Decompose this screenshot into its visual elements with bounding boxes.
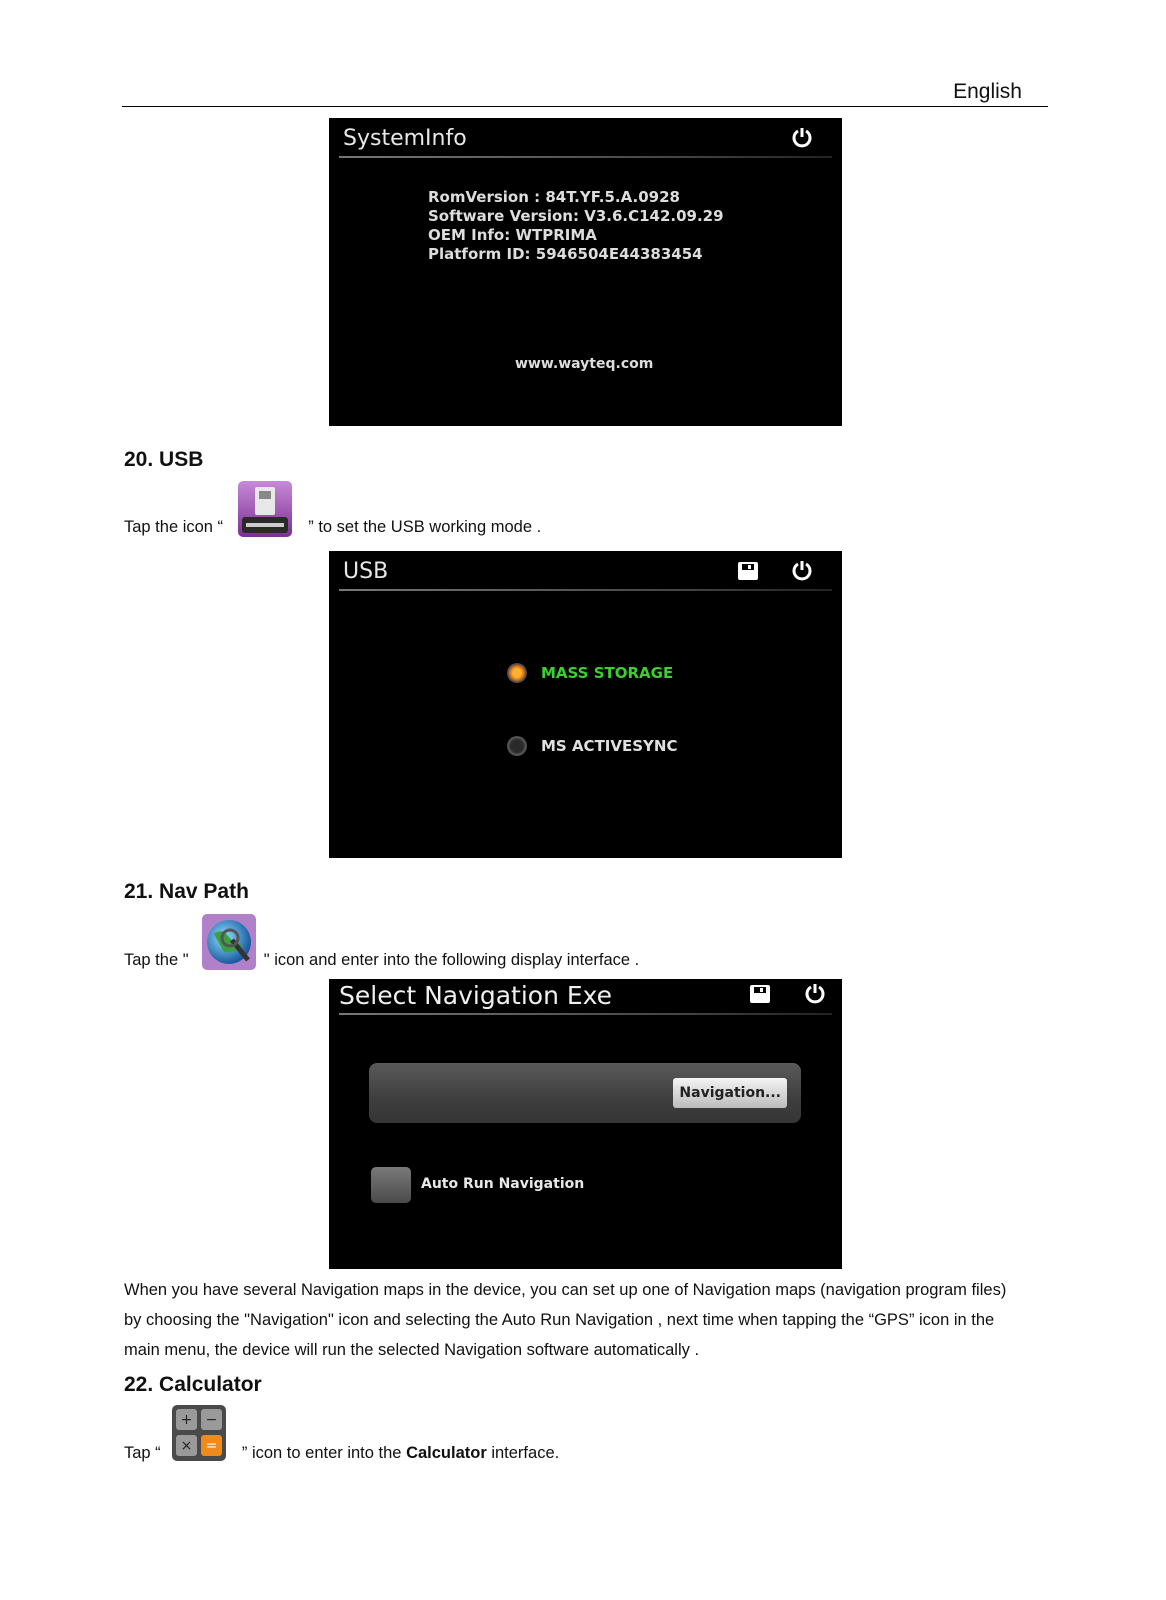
screen-title: USB — [343, 559, 389, 584]
platform-id: Platform ID: 5946504E44383454 — [428, 245, 703, 263]
svg-text:+: + — [180, 1412, 193, 1428]
calc-text-after: interface. — [486, 1444, 560, 1462]
usb-app-icon[interactable] — [238, 481, 292, 537]
nav-select-screen — [329, 979, 842, 1269]
title-divider — [339, 1013, 832, 1015]
mass-storage-radio[interactable] — [507, 663, 527, 683]
software-version: Software Version: V3.6.C142.09.29 — [428, 207, 724, 225]
auto-run-checkbox[interactable] — [371, 1167, 411, 1203]
navigation-browse-button[interactable]: Navigation... — [673, 1078, 787, 1108]
mass-storage-label: MASS STORAGE — [541, 664, 674, 682]
nav-text-after: " icon and enter into the following display interface . — [263, 951, 640, 969]
nav-description-line-2: by choosing the "Navigation" icon and selecting the Auto Run Navigation , next time when tapping the “GPS” icon in the — [124, 1311, 995, 1329]
screen-title: Select Navigation Exe — [339, 981, 613, 1010]
nav-text-before: Tap the " — [124, 951, 189, 969]
usb-heading: 20. USB — [124, 448, 204, 471]
calc-text-bold: Calculator — [406, 1444, 487, 1462]
calculator-app-icon[interactable] — [172, 1405, 226, 1461]
svg-text:×: × — [180, 1438, 193, 1454]
usb-text-after: ” to set the USB working mode . — [308, 518, 542, 536]
website-link: www.wayteq.com — [515, 356, 654, 372]
globe-app-icon[interactable] — [202, 914, 256, 970]
nav-description-line-3: main menu, the device will run the selected Navigation software automatically . — [124, 1341, 700, 1359]
power-icon[interactable] — [791, 559, 813, 581]
power-icon[interactable] — [791, 126, 813, 148]
calc-text-before: Tap “ — [124, 1444, 161, 1462]
nav-description — [124, 1275, 1054, 1365]
svg-text:−: − — [205, 1412, 218, 1428]
nav-description-line-1: When you have several Navigation maps in the device, you can set up one of Navigation maps (navigation program files) — [124, 1281, 1007, 1299]
screen-title: SystemInfo — [343, 126, 467, 151]
header-rule — [122, 106, 1048, 107]
calc-text-middle: ” icon to enter into the — [241, 1444, 407, 1462]
save-icon[interactable] — [749, 984, 771, 1004]
title-divider — [339, 589, 832, 591]
svg-text:=: = — [205, 1438, 218, 1454]
nav-path-heading: 21. Nav Path — [124, 880, 249, 903]
navigation-path-field — [369, 1063, 801, 1123]
language-label: English — [953, 80, 1022, 103]
system-info-screen — [329, 118, 842, 426]
ms-activesync-radio[interactable] — [507, 736, 527, 756]
rom-version: RomVersion : 84T.YF.5.A.0928 — [428, 188, 680, 206]
usb-screen — [329, 551, 842, 858]
usb-text-before: Tap the icon “ — [124, 518, 224, 536]
save-icon[interactable] — [737, 561, 759, 581]
calculator-heading: 22. Calculator — [124, 1373, 262, 1396]
ms-activesync-label: MS ACTIVESYNC — [541, 737, 678, 755]
usb-instruction — [124, 517, 541, 537]
oem-info: OEM Info: WTPRIMA — [428, 226, 597, 244]
power-icon[interactable] — [804, 982, 826, 1004]
title-divider — [339, 156, 832, 158]
auto-run-label: Auto Run Navigation — [421, 1176, 585, 1192]
